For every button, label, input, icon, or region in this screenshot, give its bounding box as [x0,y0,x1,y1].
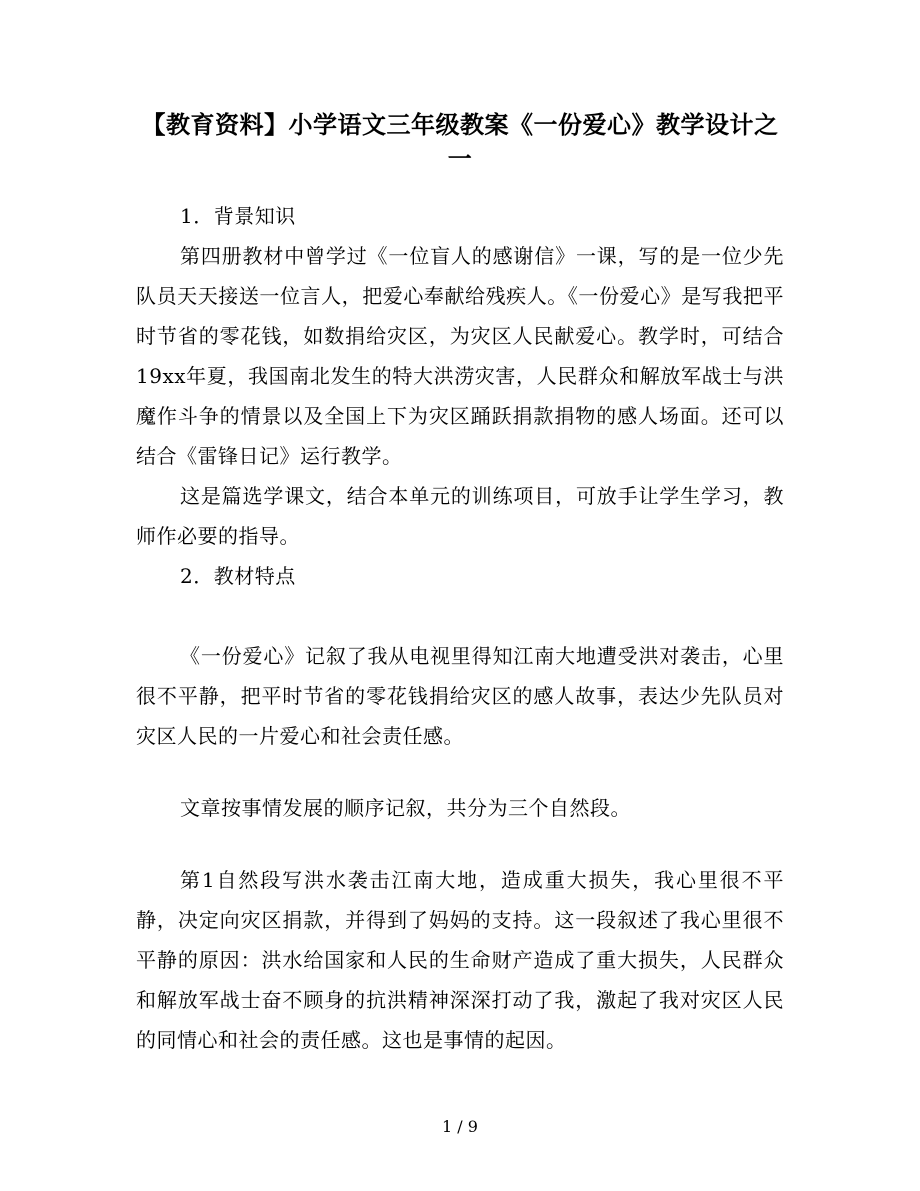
section-heading-features: 2．教材特点 [180,564,296,588]
paragraph-structure: 文章按事情发展的顺序记叙，共分为三个自然段。 [180,796,631,820]
document-title: 【教育资料】小学语文三年级教案《一份爱心》教学设计之一 [141,110,779,173]
paragraph-first-section: 第1自然段写洪水袭击江南大地，造成重大损失，我心里很不平静，决定向灾区捐款，并得到了妈妈的支持。这一段叙述了我心里很不平静的原因：洪水给国家和人民的生命财产造成了重大损失，人民群众和解放军战士奋不顾身的抗洪精神深深打动了我，激起了我对灾区人民的同情心和社会的责任感。这也是事情的起因。 [136,868,784,1052]
section-heading-background: 1．背景知识 [180,204,296,228]
paragraph-background-knowledge: 第四册教材中曾学过《一位盲人的感谢信》一课，写的是一位少先队员天天接送一位言人，把爱心奉献给残疾人。《一份爱心》是写我把平时节省的零花钱，如数捐给灾区，为灾区人民献爱心。教学时，可结合19xx年夏，我国南北发生的特大洪涝灾害，人民群众和解放军战士与洪魔作斗争的情景以及全国上下为灾区踊跃捐款捐物的感人场面。还可以结合《雷锋日记》运行教学。 [136,244,784,468]
paragraph-elective-lesson: 这是篇选学课文，结合本单元的训练项目，可放手让学生学习，教师作必要的指导。 [136,484,784,548]
page-number: 1 / 9 [442,1117,478,1136]
paragraph-story-summary: 《一份爱心》记叙了我从电视里得知江南大地遭受洪对袭击，心里很不平静，把平时节省的零花钱捐给灾区的感人故事，表达少先队员对灾区人民的一片爱心和社会责任感。 [136,644,784,748]
